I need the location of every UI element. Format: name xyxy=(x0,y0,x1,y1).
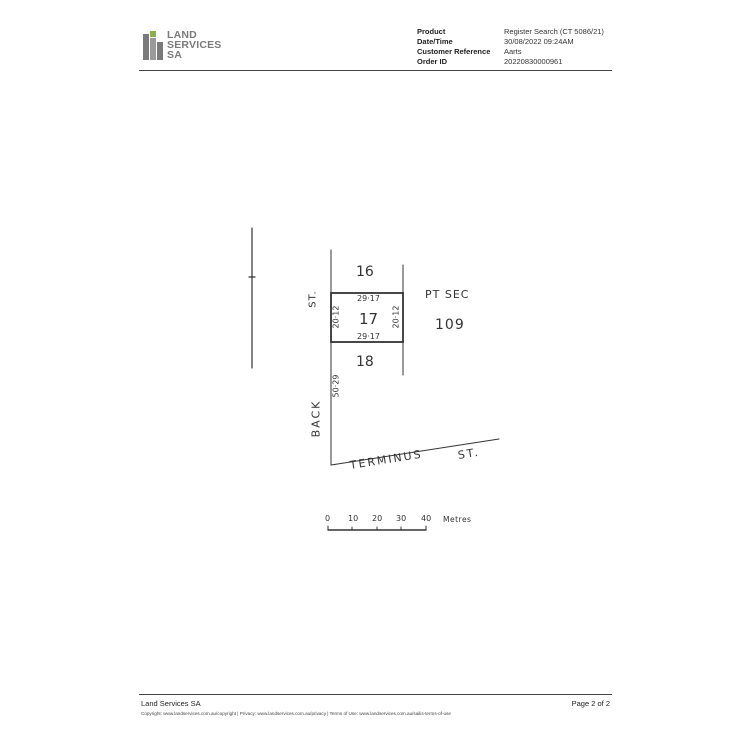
scale-tick-10: 10 xyxy=(348,514,359,523)
scale-tick-30: 30 xyxy=(396,514,407,523)
back-street-dimension: 50·29 xyxy=(331,374,341,398)
meta-label: Order ID xyxy=(417,57,448,66)
meta-label: Customer Reference xyxy=(417,47,491,56)
meta-row-datetime xyxy=(417,37,604,47)
meta-value: 20220830000961 xyxy=(504,57,563,66)
meta-value: Register Search (CT 5086/21) xyxy=(504,27,604,36)
footer-page-number: Page 2 of 2 xyxy=(571,699,610,708)
lot-18-label: 18 xyxy=(356,354,374,370)
meta-row-product xyxy=(417,27,604,37)
bottom-dimension: 29·17 xyxy=(357,332,380,341)
footer-copyright: Copyright: www.landservices.com.au/copyright | Privacy: www.landservices.com.au/privacy | Terms of Use: www.landservices.com.au/sailis-terms-of-use xyxy=(141,711,451,716)
meta-label: Date/Time xyxy=(417,37,453,46)
section-number: 109 xyxy=(435,317,465,333)
terminus-street-suffix: ST. xyxy=(456,445,481,462)
scale-tick-0: 0 xyxy=(325,514,331,523)
meta-label: Product xyxy=(417,27,446,36)
survey-plan xyxy=(230,220,520,540)
meta-row-order-id xyxy=(417,57,604,67)
part-section-label: PT SEC xyxy=(425,288,470,301)
logo-mark-icon xyxy=(141,28,167,64)
street-st-label: ST. xyxy=(307,290,319,308)
scale-tick-20: 20 xyxy=(372,514,383,523)
meta-value: 30/08/2022 09:24AM xyxy=(504,37,574,46)
logo-word-sa: SA xyxy=(167,49,182,61)
back-street-label: BACK xyxy=(309,399,323,438)
lot-17-label: 17 xyxy=(359,310,379,328)
left-dimension: 20·12 xyxy=(331,305,341,329)
lot-16-label: 16 xyxy=(356,264,374,280)
right-dimension: 20·12 xyxy=(391,305,401,329)
scale-tick-40: 40 xyxy=(421,514,432,523)
scale-unit-label: Metres xyxy=(443,515,472,524)
footer-divider xyxy=(139,694,612,695)
plan-linework xyxy=(230,220,520,540)
logo-word-services: SERVICES xyxy=(167,39,222,51)
meta-row-customer-reference xyxy=(417,47,604,57)
logo-wordmark xyxy=(167,30,222,60)
logo-word-land: LAND xyxy=(167,29,197,41)
terminus-street-label: TERMINUS xyxy=(348,447,424,472)
footer-organisation: Land Services SA xyxy=(141,699,201,708)
meta-value: Aarts xyxy=(504,47,522,56)
order-metadata xyxy=(417,27,604,67)
header-divider xyxy=(139,70,612,71)
top-dimension: 29·17 xyxy=(357,294,380,303)
